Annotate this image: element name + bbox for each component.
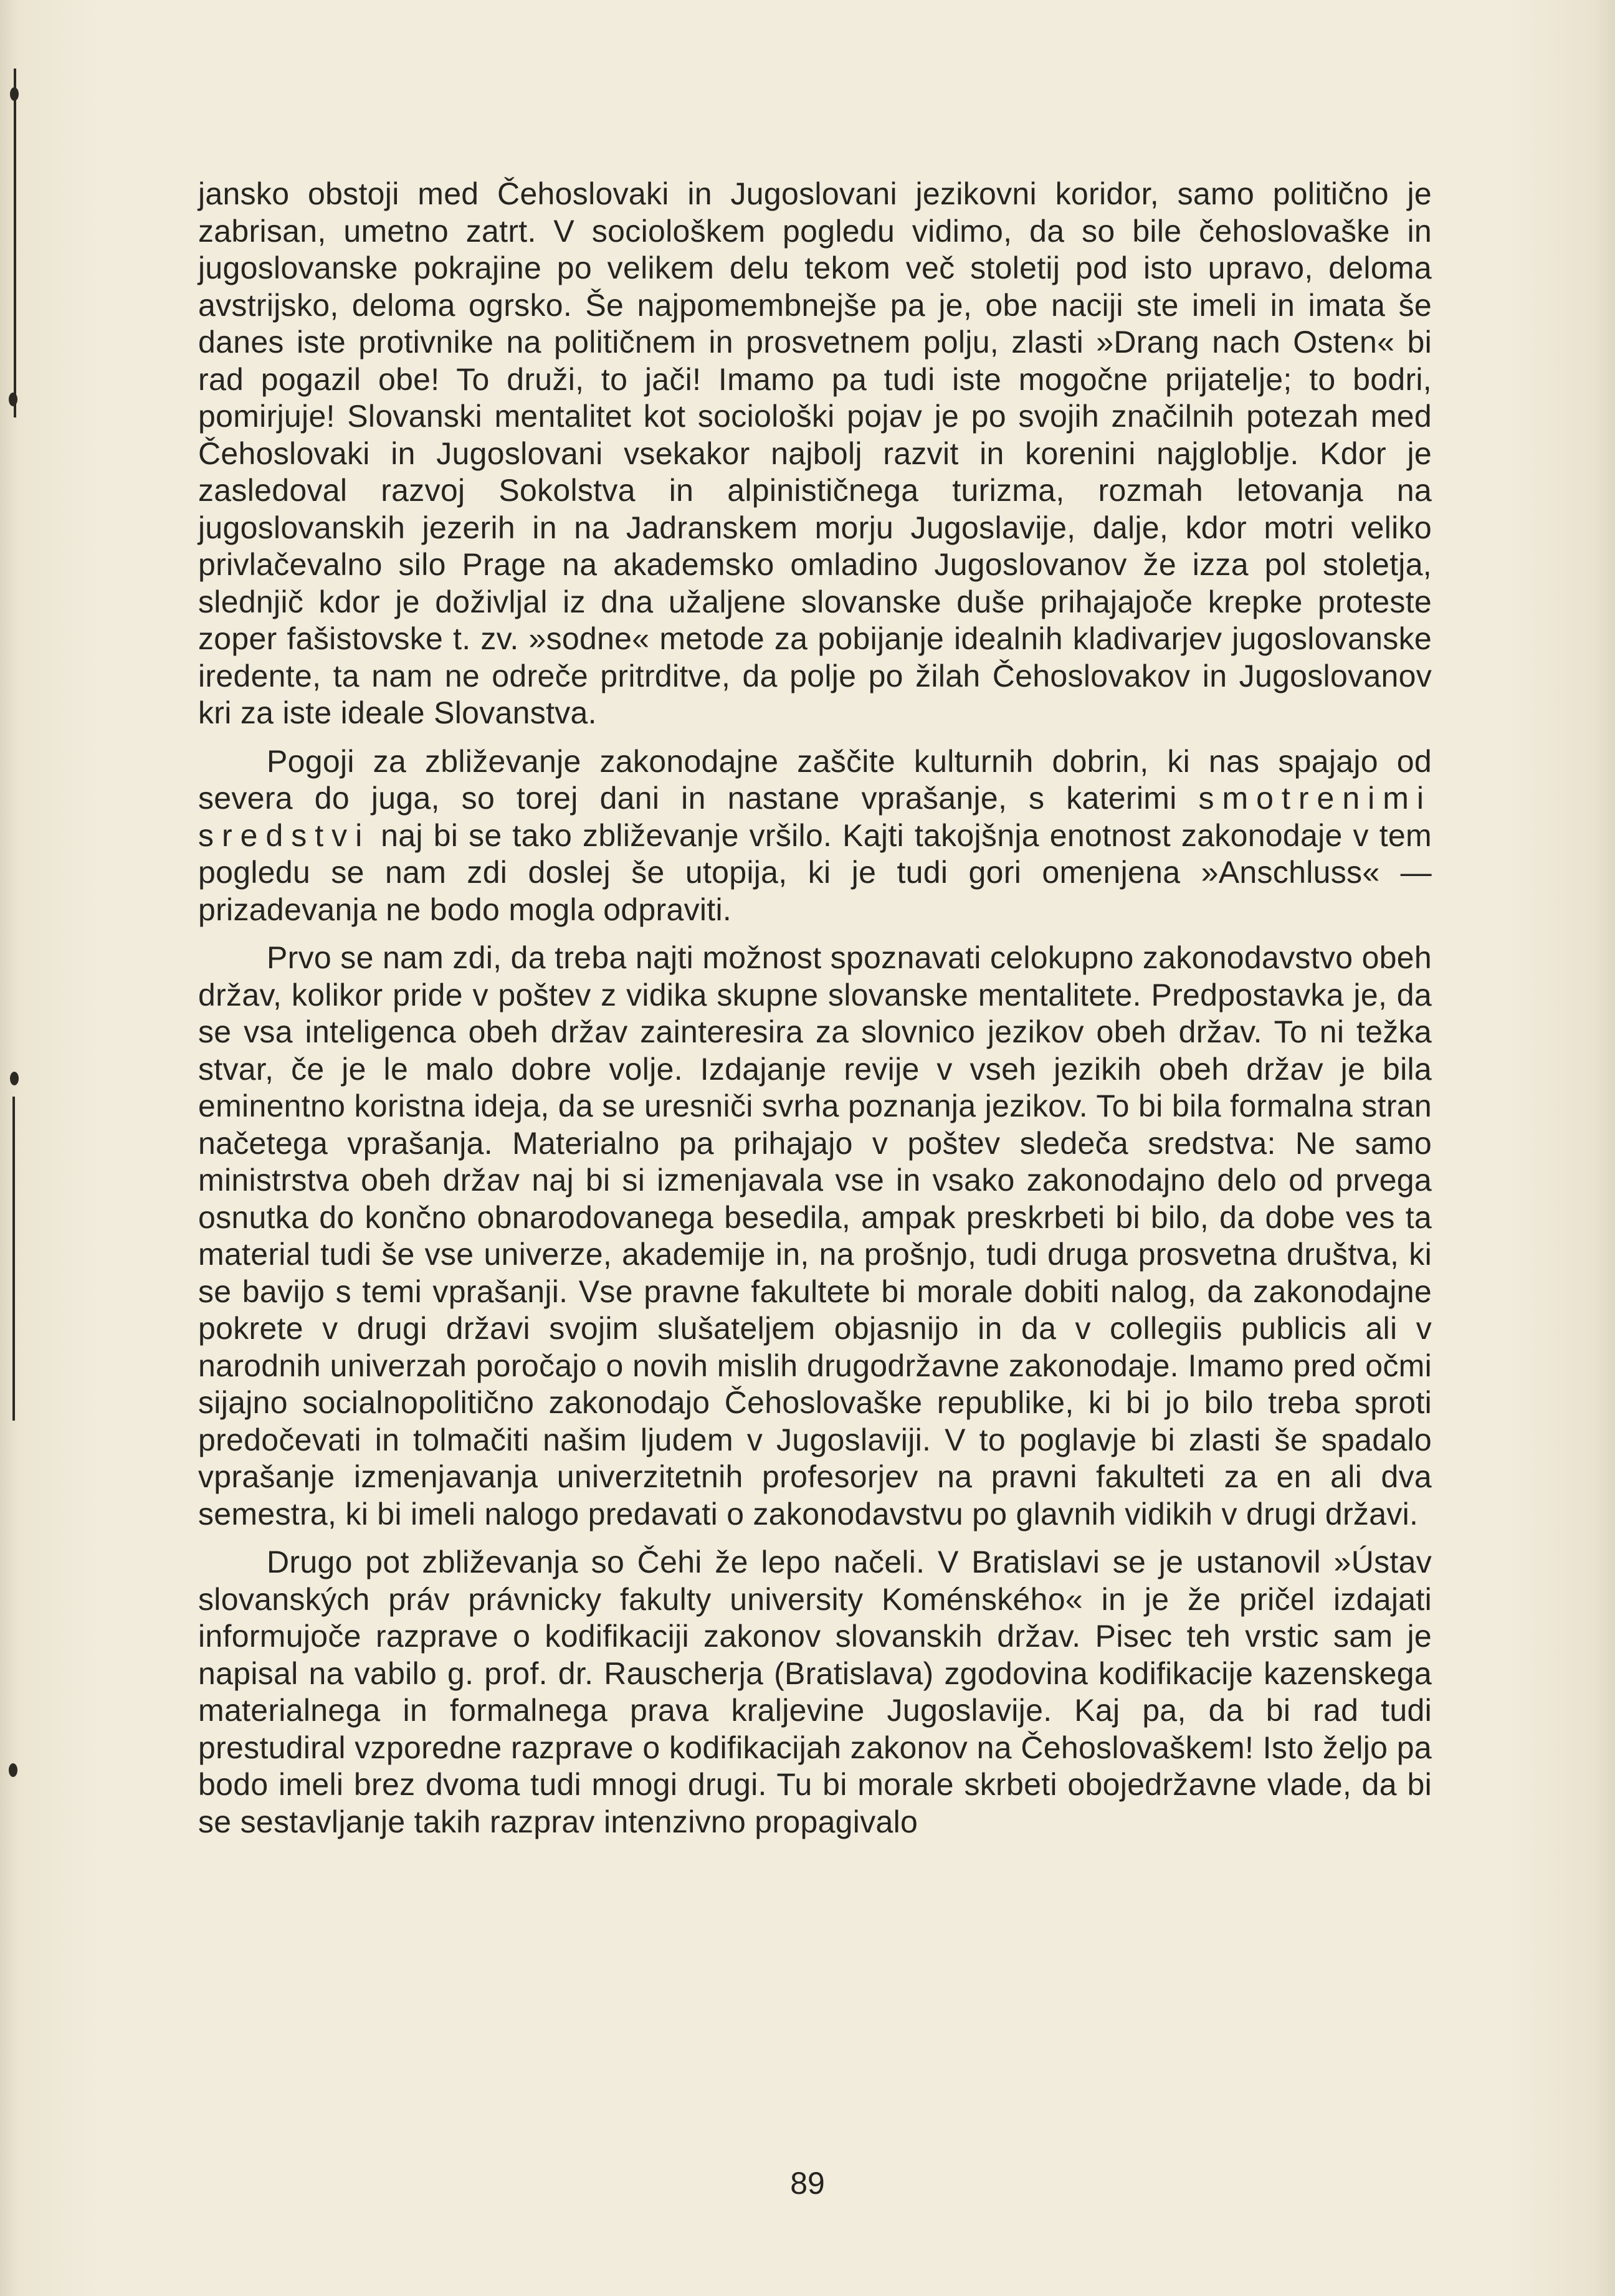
paragraph-1: jansko obstoji med Čehoslovaki in Jugoslovani jezikovni koridor, samo politično je zabrisan, umetno zatrt. V sociološkem pogledu vidimo, da so bile čehoslovaške in jugoslovanske pokrajine po velikem delu tekom več stoletij pod isto upravo, deloma avstrijsko, deloma ogrsko. Še najpomembnejše pa je, obe naciji ste imeli in imata še danes iste protivnike na političnem in prosvetnem polju, zlasti »Drang nach Osten« bi rad pogazil obe! To druži, to jači! Imamo pa tudi iste mogočne prijatelje; to bodri, pomirjuje! Slovanski mentalitet kot sociološki pojav je po svojih značilnih potezah med Čehoslovaki in Jugoslovani vsekakor najbolj razvit in korenini najglobljе. Kdor je zasledoval razvoj Sokolstva in alpinističnega turizma, rozmah letovanja na jugoslovanskih jezerih in na Jadranskem morju Jugoslavije, dalje, kdor motri veliko privlačevalno silo Prage na akademsko omladino Jugoslovanov že izza pol stoletja, slednjič kdor je doživljal iz dna užaljene slovanske duše prihajajoče krepke proteste zoper fašistovske t. zv. »sodne« metode za pobijanje idealnih kladivarjev jugoslovanske iredente, ta nam ne odreče pritrditve, da polje po žilah Čehoslovakov in Jugoslovanov kri za iste ideale Slovanstva.	[198, 176, 1432, 730]
page-number: 89	[790, 2166, 825, 2201]
paragraph-2-text-after: naj bi se tako zbliževanje vršilo. Kajti takojšnja enotnost zakonodaje v tem pogledu se nam zdi doslej še utopija, ki je tudi gori omenjena »Anschluss« — prizadevanja ne bodo mogla odpraviti.	[198, 817, 1432, 927]
paragraph-3: Prvo se nam zdi, da treba najti možnost spoznavati celokupno zakonodavstvo obeh držav, kolikor pride v poštev z vidika skupne slovanske mentalitete. Predpostavka je, da se vsa inteligenca obeh držav zainteresira za slovnico jezikov obeh držav. To ni težka stvar, če je le malo dobre volje. Izdajanje revije v vseh jezikih obeh držav je bila eminentno koristna ideja, da se uresniči svrha poznanja jezikov. To bi bila formalna stran načetega vprašanja. Materialno pa prihajajo v poštev sledeča sredstva: Ne samo ministrstva obeh držav naj bi si izmenjavala vse in vsako zakonodajno delo od prvega osnutka do končno obnarodovanega besedila, ampak preskrbeti bi bilo, da dobe ves ta material tudi še vse univerze, akademije in, na prošnjo, tudi druga prosvetna društva, ki se bavijo s temi vprašanji. Vse pravne fakultete bi morale dobiti nalog, da zakonodajne pokrete v drugi državi svojim slušateljem objasnijo in da v collegiis publicis ali v narodnih univerzah poročajo o novih mislih drugodržavne zakonodaje. Imamo pred očmi sijajno socialnopolitično zakonodajo Čehoslovaške republike, ki bi jo bilo treba sproti predočevati in tolmačiti našim ljudem v Jugoslaviji. V to poglavje bi zlasti še spadalo vprašanje izmenjavanja univerzitetnih profesorjev na pravni fakulteti za en ali dva semestra, ki bi imeli nalogo predavati o zakonodavstvu po glavnih vidikih v drugi državi.	[198, 940, 1432, 1531]
binding-hole	[10, 87, 19, 101]
paragraph-2-spaced-emphasis: smotrenimi sredstvi	[198, 781, 1432, 853]
binding-edge-mark	[14, 69, 16, 417]
body-text	[198, 176, 1432, 1841]
binding-hole	[10, 1072, 19, 1085]
binding-hole	[9, 393, 17, 406]
binding-hole	[9, 1763, 17, 1777]
paragraph-2-text-before: Pogoji za zbliževanje zakonodajne zaščite kulturnih dobrin, ki nas spajajo od severa do juga, so torej dani in nastane vprašanje, s katerimi	[198, 743, 1432, 816]
paragraph-2	[198, 743, 1432, 929]
paragraph-4: Drugo pot zbliževanja so Čehi že lepo načeli. V Bratislavi se je ustanovil »Ústav slovanských práv právnicky fakulty university Koménského« in je že pričel izdajati informujoče razprave o kodifikaciji zakonov slovanskih držav. Pisec teh vrstic sam je napisal na vabilo g. prof. dr. Rauscherja (Bratislava) zgodovina kodifikacije kazenskega materialnega in formalnega prava kraljevine Jugoslavije. Kaj pa, da bi rad tudi prestudiral vzporedne razprave o kodifikacijah zakonov na Čehoslovaškem! Isto željo pa bodo imeli brez dvoma tudi mnogi drugi. Tu bi morale skrbeti obojedržavne vlade, da bi se sestavljanje takih razprav intenzivno propagivalo	[198, 1545, 1432, 1839]
binding-edge-mark	[12, 1097, 15, 1421]
